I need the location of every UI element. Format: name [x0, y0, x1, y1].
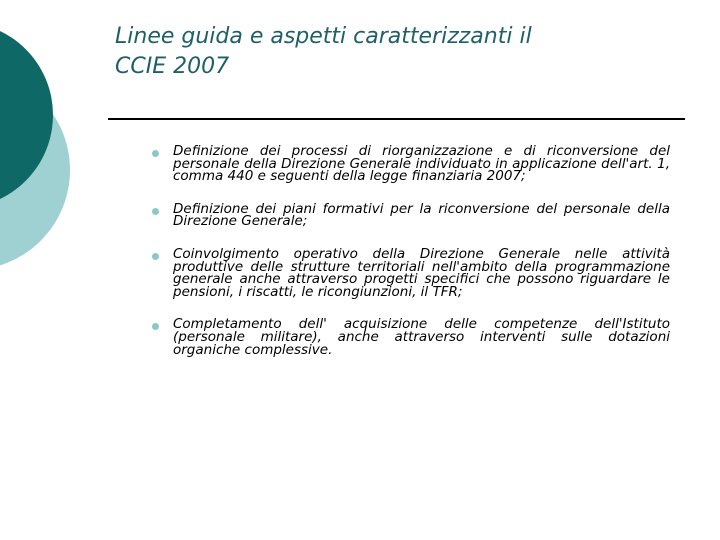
slide-title: [115, 22, 675, 82]
slide-title-line-1: Linee guida e aspetti caratterizzanti il: [115, 24, 532, 49]
bullet-icon: [152, 208, 159, 215]
list-item: [152, 200, 670, 230]
bullet-icon: [152, 323, 159, 330]
list-item: [152, 245, 670, 300]
slide-title-line-2: CCIE 2007: [115, 54, 230, 79]
bullet-text: Definizione dei processi di riorganizzazione e di riconversione del personale della Direzione Generale individuato in applicazione dell'art. 1, comma 440 e seguenti della legge finanziaria 2007;: [173, 143, 670, 185]
title-divider: [108, 118, 685, 120]
bullet-text: Definizione dei piani formativi per la riconversione del personale della Direzione Generale;: [173, 200, 670, 230]
bullet-text: Completamento dell' acquisizione delle competenze dell'Istituto (personale militare), anche attraverso interventi sulle dotazioni organiche complessive.: [173, 316, 670, 358]
list-item: [152, 318, 670, 356]
list-item: [152, 145, 670, 183]
bullet-icon: [152, 253, 159, 260]
bullet-list: [152, 145, 670, 376]
bullet-icon: [152, 150, 159, 157]
circle-decoration: [0, 0, 110, 300]
bullet-text: Coinvolgimento operativo della Direzione Generale nelle attività produttive delle strutture territoriali nell'ambito della programmazione generale anche attraverso progetti specifici che possono riguardare le pensioni, i riscatti, le ricongiunzioni, il TFR;: [173, 245, 670, 300]
